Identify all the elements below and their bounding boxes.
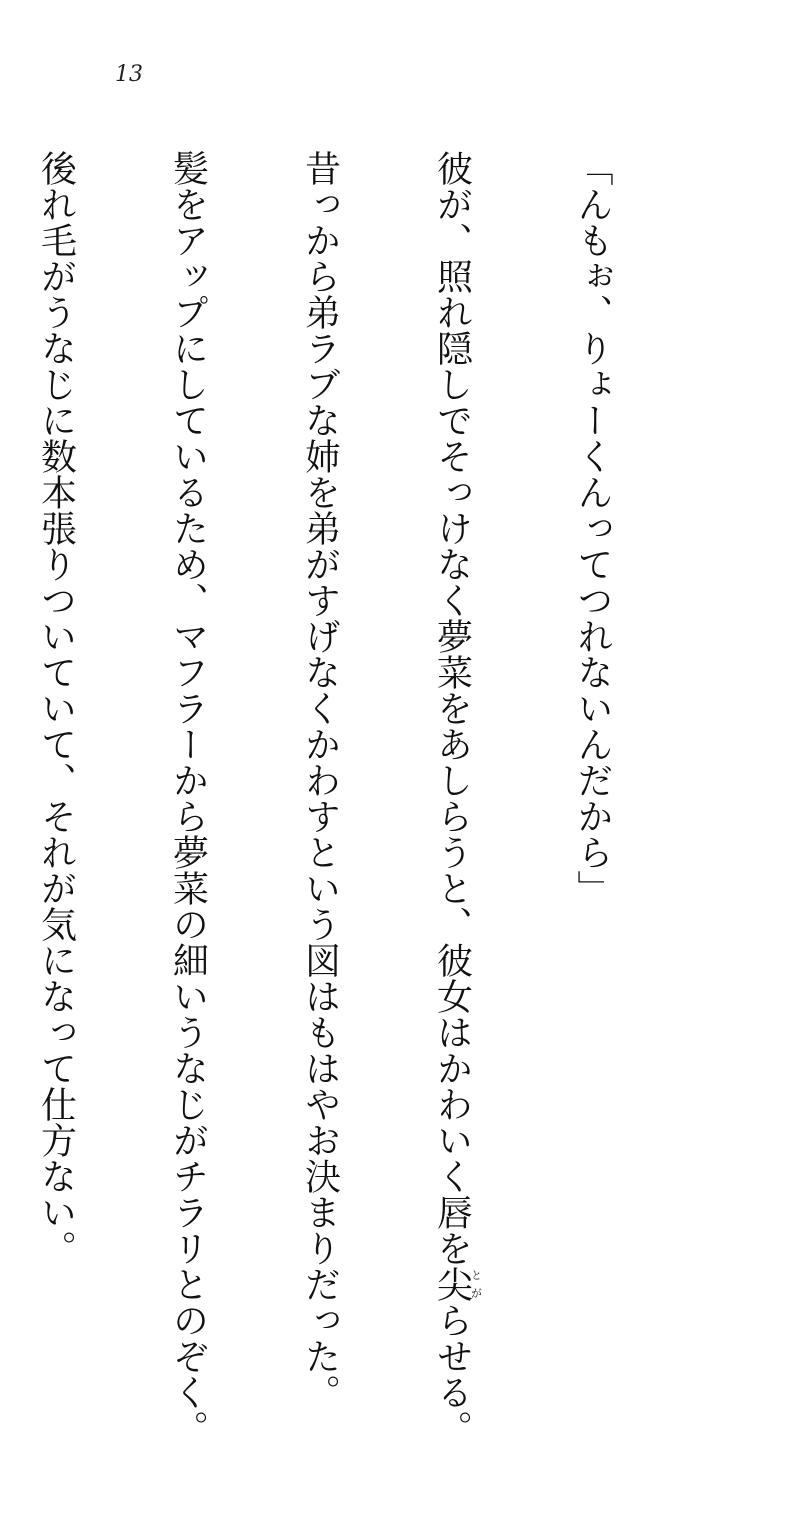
text-line-5: 後れ毛がうなじに数本張りついていて、それが気になって仕方ない。 [35, 150, 77, 1266]
text-line-2-after-ruby: らせる。 [431, 1302, 473, 1446]
ruby-annotation [431, 1266, 483, 1302]
ruby-base: 尖 [431, 1266, 473, 1302]
vertical-text-block [35, 150, 702, 1446]
ruby-reading: とが [469, 1266, 483, 1302]
text-line-1: 「んもぉ、りょーくんってつれないんだから」 [572, 150, 613, 906]
page-number: 13 [115, 62, 143, 87]
text-line-2-before-ruby: 彼が、照れ隠しでそっけなく夢菜をあしらうと、彼女はかわいく唇を [431, 150, 473, 1266]
text-line-2 [430, 150, 483, 1446]
text-line-3: 昔っから弟ラブな姉を弟がすげなくかわすという図はもはやお決まりだった。 [299, 150, 341, 1410]
text-line-4: 髪をアップにしているため、マフラーから夢菜の細いうなじがチラリとのぞく。 [167, 150, 209, 1446]
